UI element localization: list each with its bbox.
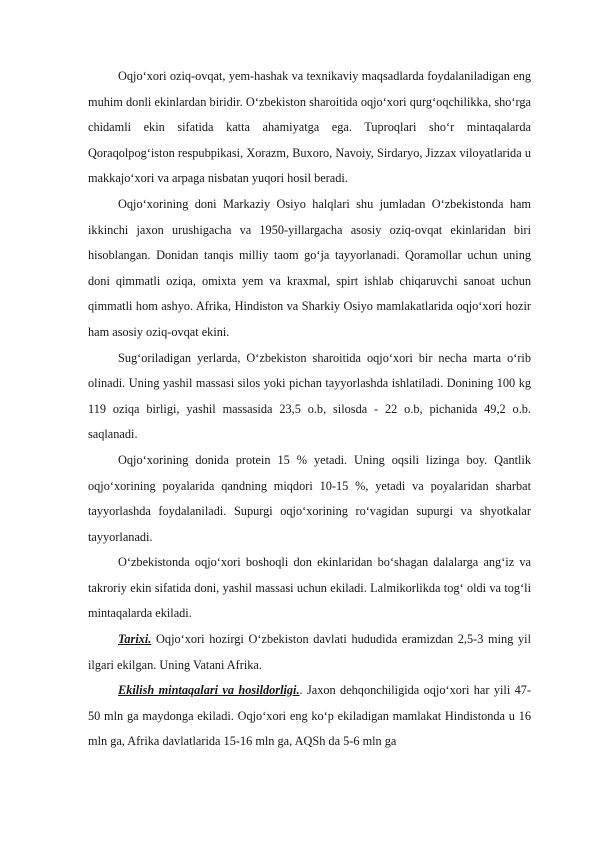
regions-yield-text: . Jaxon dehqonchiligida oqjo‘xori har yili 47-50 mln ga maydonga ekiladi. Oqjo‘xori eng ko‘p ekiladigan mamlakat Hindistonda u 16 mln ga, Afrika davlatlarida 15-16 mln ga, AQSh da 5-6 mln ga [88,683,531,749]
history-heading: Tarixi. [118,632,152,647]
regions-yield-heading: Ekilish mintaqalari va hosildorligi. [118,683,300,698]
paragraph-food-uses: Oqjo‘xorining doni Markaziy Osiyo halqlari shu jumladan O‘zbekistonda ham ikkinchi jaxon urushigacha va 1950-yillargacha asosiy oziq-ovqat ekinlaridan biri hisoblangan. Donidan tanqis milliy taom go‘ja tayyorlanadi. Qoramollar uchun uning doni qimmatli oziqa, omixta yem va kraxmal, spirt ishlab chiqaruvchi sanoat uchun qimmatli hom ashyo. Afrika, Hindiston va Sharkiy Osiyo mamlakatlarida oqjo‘xori hozir ham asosiy oziq-ovqat ekini. [88,196,531,339]
paragraph-history [88,627,531,678]
paragraph-cultivation-uzbekistan: O‘zbekistonda oqjo‘xori boshoqli don ekinlaridan bo‘shagan dalalarga ang‘iz va takroriy ekin sifatida doni, yashil massasi uchun ekiladi. Lalmikorlikda tog‘ oldi va tog‘li mintaqalarda ekiladi. [88,555,531,621]
paragraph-protein-content: Oqjo‘xorining donida protein 15 % yetadi. Uning oqsili lizinga boy. Qantlik oqjo‘xorining poyalarida qandning miqdori 10-15 %, yetadi va poyalaridan sharbat tayyorlashda foydalaniladi. Supurgi oqjo‘xorining ro‘vagidan supurgi va shyotkalar tayyorlanadi. [88,452,531,544]
paragraph-regions-yield [88,678,531,755]
history-text: Oqjo‘xori hozirgi O‘zbekiston davlati hududida eramizdan 2,5-3 ming yil ilgari ekilgan. Uning Vatani Afrika. [88,632,531,672]
paragraph-irrigated-yield: Sug‘oriladigan yerlarda, O‘zbekiston sharoitida oqjo‘xori bir necha marta o‘rib olinadi. Uning yashil massasi silos yoki pichan tayyorlashda ishlatiladi. Donining 100 kg 119 oziqa birligi, yashil massasida 23,5 o.b, silosda - 22 o.b, pichanida 49,2 o.b. saqlanadi. [88,350,531,442]
paragraph-introduction: Oqjo‘xori oziq-ovqat, yem-hashak va texnikaviy maqsadlarda foydalaniladigan eng muhim donli ekinlardan biridir. O‘zbekiston sharoitida oqjo‘xori qurg‘oqchilikka, sho‘rga chidamli ekin sifatida katta ahamiyatga ega. Tuproqlari sho‘r mintaqalarda Qoraqolpog‘iston respubpikasi, Xorazm, Buxoro, Navoiy, Sirdaryo, Jizzax viloyatlarida u makkajo‘xori va arpaga nisbatan yuqori hosil beradi. [88,69,531,186]
document-page [88,64,531,755]
